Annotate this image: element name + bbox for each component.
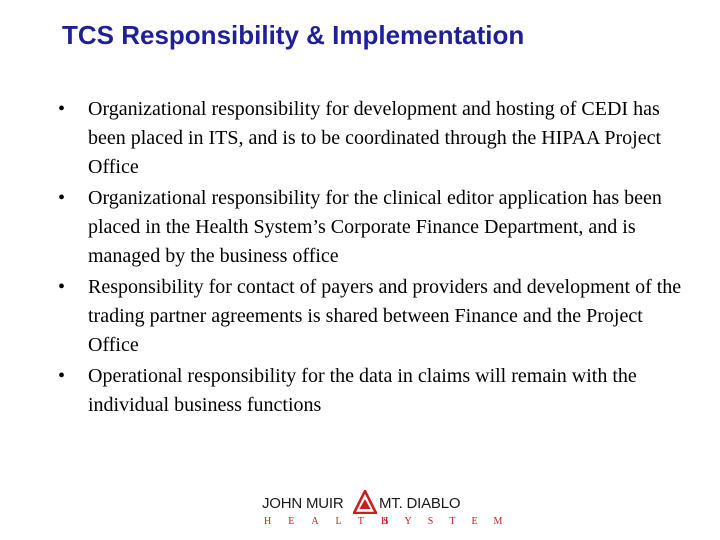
bullet-dot-icon: • <box>58 276 66 298</box>
bullet-text: Responsibility for contact of payers and providers and development of the trading partner agreements is shared between Finance and the Project Office <box>88 276 682 356</box>
bullet-item <box>58 184 698 271</box>
bullet-dot-icon: • <box>58 187 66 209</box>
bullet-item <box>58 95 698 182</box>
mountain-logo-icon <box>353 490 377 514</box>
bullet-dot-icon: • <box>58 365 66 387</box>
bullet-list <box>58 95 698 422</box>
bullet-text: Organizational responsibility for the clinical editor application has been placed in the Health System’s Corporate Finance Department, and is managed by the business office <box>88 187 662 267</box>
logo-tagline-left: HEALTH <box>264 516 406 527</box>
logo-name-right: MT. DIABLO <box>379 495 461 512</box>
bullet-text: Operational responsibility for the data in claims will remain with the individual business functions <box>88 365 637 416</box>
logo-name-left: JOHN MUIR <box>262 495 344 512</box>
logo-tagline-right: SYSTEM <box>383 516 519 527</box>
bullet-text: Organizational responsibility for development and hosting of CEDI has been placed in ITS, and is to be coordinated through the HIPAA Project Office <box>88 98 662 178</box>
organization-logo <box>262 490 519 532</box>
bullet-dot-icon: • <box>58 98 66 120</box>
bullet-item <box>58 362 698 420</box>
slide-title: TCS Responsibility & Implementation <box>62 20 525 50</box>
bullet-item <box>58 273 698 360</box>
